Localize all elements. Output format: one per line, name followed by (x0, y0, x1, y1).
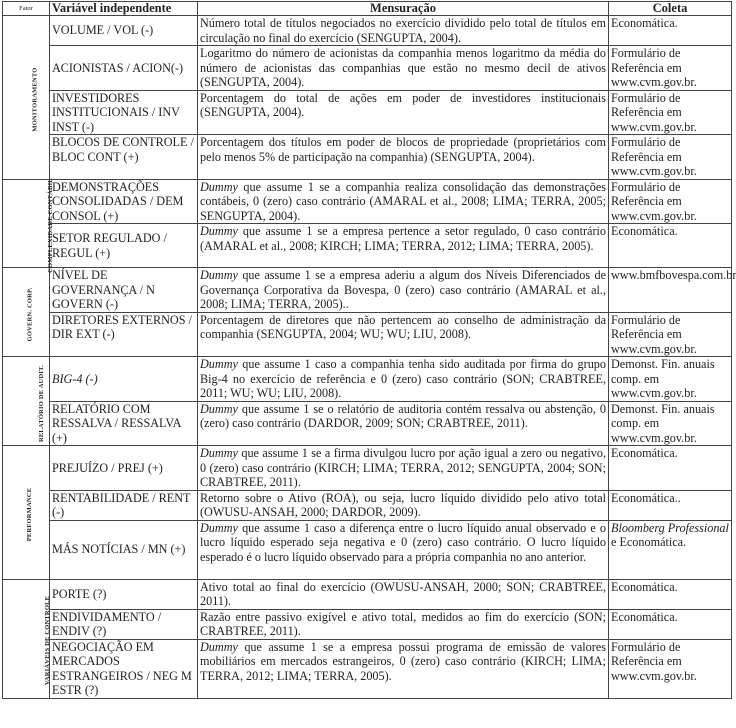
table-row (3, 357, 732, 402)
variable-cell: RENTABILIDADE / RENT (-) (50, 490, 198, 520)
variable-cell: ACIONISTAS / ACION(-) (50, 46, 198, 91)
variables-table-container (2, 1, 736, 699)
dummy-term: Dummy (200, 520, 238, 535)
variable-cell: INVESTIDORES INSTITUCIONAIS / INV INST (-) (50, 90, 198, 135)
table-row (3, 46, 732, 91)
table-row (3, 639, 732, 698)
measurement-text: que assume 1 se a empresa possui programa de emissão de valores mobiliários em mercados estrangeiros, 0 (zero) caso contrário (KIRCH; LIMA; TERRA, 2012; LIMA; TERRA, 2005). (200, 639, 606, 683)
measurement-cell (198, 639, 609, 698)
measurement-cell: Ativo total ao final do exercício (OWUSU-ANSAH, 2000; SON; CRABTREE, 2011). (198, 579, 609, 609)
source-cell: Economática.. (609, 490, 732, 520)
table-row (3, 224, 732, 268)
table-row (3, 401, 732, 446)
source-cell: Economática. (609, 446, 732, 491)
measurement-text: que assume 1 se a companhia realiza consolidação das demonstrações contábeis, 0 (zero) caso contrário (AMARAL et al., 2008; LIMA; TERRA, 2005; SENGUPTA, 2004). (200, 179, 606, 223)
dummy-term: Dummy (200, 224, 238, 238)
measurement-cell (198, 179, 609, 224)
dummy-term: Dummy (200, 357, 238, 371)
dummy-term: Dummy (200, 446, 238, 460)
measurement-cell (198, 446, 609, 491)
source-cell: Economática. (609, 579, 732, 609)
measurement-cell: Porcentagem do total de ações em poder de investidores institucionais (SENGUPTA, 2004). (198, 90, 609, 135)
factor-cell (3, 446, 50, 580)
header-row (3, 2, 732, 16)
source-cell: Economática. (609, 609, 732, 639)
source-cell: Formulário de Referência em www.cvm.gov.br. (609, 179, 732, 224)
variable-text: BIG-4 (-) (52, 371, 98, 386)
dummy-term: Dummy (200, 179, 238, 194)
table-row (3, 579, 732, 609)
measurement-cell: Logaritmo do número de acionistas da companhia menos logaritmo da média do número de acionistas das companhias que estão no mesmo decil de ativos (SENGUPTA, 2004). (198, 46, 609, 91)
measurement-text: que assume 1 se a empresa aderiu a algum dos Níveis Diferenciados de Governança Corporativa da Bovespa, 0 (zero) caso contrário (AMARAL et al., 2008; LIMA; TERRA, 2005).. (200, 268, 606, 311)
header-coleta: Coleta (609, 2, 732, 16)
table-row (3, 490, 732, 520)
source-cell: Formulário de Referência em www.cvm.gov.br. (609, 46, 732, 91)
source-cell: Formulário de Referência em www.cvm.gov.br. (609, 135, 732, 180)
variable-cell: PREJUÍZO / PREJ (+) (50, 446, 198, 491)
measurement-text: que assume 1 se a firma divulgou lucro por ação igual a zero ou negativo, 0 (zero) caso contrário (KIRCH; LIMA; TERRA, 2012; SENGUPTA, 2004; SON; CRABTREE, 2011). (200, 446, 606, 489)
table-row (3, 312, 732, 357)
header-mensuracao: Mensuração (198, 2, 609, 16)
header-variavel: Variável independente (50, 2, 198, 16)
variable-cell: PORTE (?) (50, 579, 198, 609)
measurement-text: que assume 1 caso a companhia tenha sido auditada por firma do grupo Big-4 no exercício de referência e 0 (zero) caso contrário (SON; CRABTREE, 2011; WU; WU; LIU, 2008). (200, 357, 606, 400)
factor-label: GOVERN. CORP. (26, 287, 34, 342)
measurement-text: que assume 1 se a empresa pertence a setor regulado, 0 caso contrário (AMARAL et al., 2008; KIRCH; LIMA; TERRA, 2012; LIMA; TERRA, 2005). (200, 224, 606, 253)
measurement-cell: Número total de títulos negociados no exercício dividido pelo total de títulos em circulação no final do exercício (SENGUPTA, 2004). (198, 16, 609, 46)
factor-label: VARIÁVEIS DE CONTROLE (44, 596, 52, 686)
variable-cell: MÁS NOTÍCIAS / MN (+) (50, 520, 198, 579)
variable-cell: ENDIVIDAMENTO / ENDIV (?) (50, 609, 198, 639)
table-row (3, 446, 732, 491)
source-text: e Economática. (611, 535, 687, 549)
measurement-cell (198, 224, 609, 268)
dummy-term: Dummy (200, 401, 238, 416)
variable-cell: DEMONSTRAÇÕES CONSOLIDADAS / DEM CONSOL (+) (50, 179, 198, 224)
measurement-cell (198, 401, 609, 446)
factor-cell (3, 268, 50, 357)
factor-cell (3, 579, 50, 698)
measurement-cell (198, 268, 609, 313)
source-italic: Bloomberg Professional (611, 520, 729, 535)
source-cell: Demonst. Fin. anuais comp. em www.cvm.gov.br. (609, 357, 732, 402)
factor-cell (3, 16, 50, 180)
measurement-cell: Retorno sobre o Ativo (ROA), ou seja, lucro líquido dividido pelo ativo total (OWUSU-ANSAH, 2000; DARDOR, 2009). (198, 490, 609, 520)
dummy-term: Dummy (200, 268, 238, 282)
source-cell: Demonst. Fin. anuais comp. em www.cvm.gov.br. (609, 401, 732, 446)
table-row (3, 609, 732, 639)
source-cell: www.bmfbovespa.com.br (609, 268, 732, 313)
measurement-cell (198, 357, 609, 402)
variable-cell: NÍVEL DE GOVERNANÇA / N GOVERN (-) (50, 268, 198, 313)
factor-label: MONITORAMENTO (31, 67, 39, 132)
measurement-text: que assume 1 se o relatório de auditoria contém ressalva ou abstenção, 0 (zero) caso contrário (DARDOR, 2009; SON; CRABTREE, 2011). (200, 401, 606, 430)
source-cell: Economática. (609, 16, 732, 46)
table-row (3, 520, 732, 579)
factor-label: PERFORMANCE (26, 487, 34, 542)
variable-cell: DIRETORES EXTERNOS / DIR EXT (-) (50, 312, 198, 357)
source-cell: Formulário de Referência em www.cvm.gov.br. (609, 639, 732, 698)
variable-cell: VOLUME / VOL (-) (50, 16, 198, 46)
table-row (3, 90, 732, 135)
source-cell: Economática. (609, 224, 732, 268)
variable-cell: NEGOCIAÇÃO EM MERCADOS ESTRANGEIROS / NEG M ESTR (?) (50, 639, 198, 698)
factor-cell (3, 178, 54, 273)
variable-cell: RELATÓRIO COM RESSALVA / RESSALVA (+) (50, 401, 198, 446)
factor-cell (3, 357, 50, 446)
header-fator: Fator (3, 2, 50, 16)
measurement-cell: Porcentagem de diretores que não pertencem ao conselho de administração da companhia (SENGUPTA, 2004; WU; WU; LIU, 2008). (198, 312, 609, 357)
measurement-cell: Razão entre passivo exigível e ativo total, medidos ao fim do exercício (SON; CRABTREE, 2011). (198, 609, 609, 639)
variables-table (2, 1, 736, 699)
measurement-cell (198, 520, 609, 579)
variable-cell (50, 357, 198, 402)
factor-label: RELATÓRIO DE AUDIT. (38, 364, 46, 442)
variable-cell: SETOR REGULADO / REGUL (+) (50, 224, 198, 268)
table-row (3, 268, 732, 313)
source-cell: Formulário de Referência em www.cvm.gov.br. (609, 90, 732, 135)
table-row (3, 179, 732, 224)
measurement-text: que assume 1 caso a diferença entre o lucro líquido anual observado e o lucro líquido esperado seja negativa e 0 (zero) caso contrário. O lucro líquido esperado é o lucro líquido observado para a própria companhia no ano anterior. (200, 520, 606, 564)
measurement-cell: Porcentagem dos títulos em poder de blocos de propriedade (proprietários com pelo menos 5% de participação na companhia) (SENGUPTA, 2004). (198, 135, 609, 180)
dummy-term: Dummy (200, 639, 238, 654)
source-cell: Formulário de Referência em www.cvm.gov.br. (609, 312, 732, 357)
source-cell (609, 520, 732, 579)
variable-cell: BLOCOS DE CONTROLE / BLOC CONT (+) (50, 135, 198, 180)
factor-label: COMPLEXIDADE CONTÁBIL (46, 178, 54, 273)
table-row (3, 135, 732, 180)
table-row (3, 16, 732, 46)
